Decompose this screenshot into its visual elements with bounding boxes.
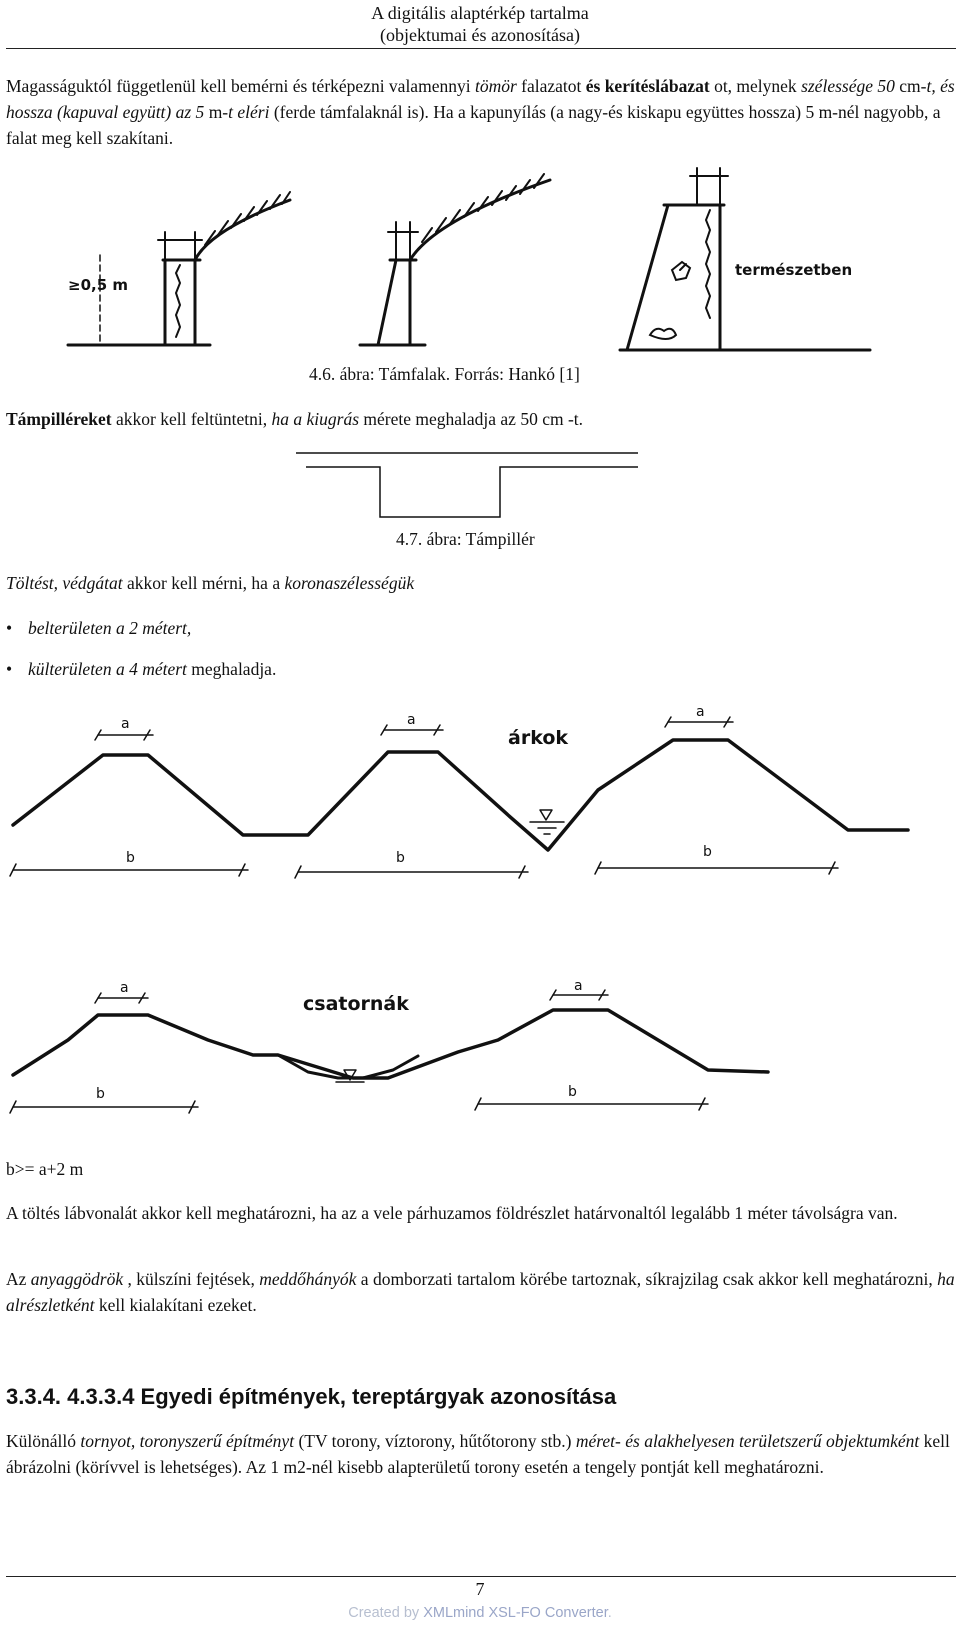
text-run: , külszíni fejtések,	[123, 1269, 260, 1289]
converter-credit	[0, 1604, 960, 1622]
text-run: t eléri	[228, 102, 270, 122]
text-run: akkor kell mérni, ha a	[122, 573, 285, 593]
dim-label-b: b	[126, 850, 135, 866]
text-run: t, és hossza (kapuval együtt) az 5	[6, 76, 955, 122]
paragraph-pits	[6, 1266, 956, 1318]
text-run: .	[607, 1605, 612, 1621]
section-heading: 3.3.4. 4.3.3.4 Egyedi építmények, tereptárgyak azonosítása	[6, 1384, 617, 1409]
canals-label: csatornák	[303, 993, 409, 1015]
text-run: akkor kell feltüntetni,	[111, 409, 272, 429]
text-run: ha alrészletként	[6, 1269, 955, 1315]
text-run: tömör	[474, 76, 517, 96]
height-label: ≥0,5 m	[68, 276, 128, 294]
figure-buttress	[280, 445, 660, 525]
bullet-marker: •	[6, 618, 13, 638]
paragraph-embankment	[6, 570, 956, 596]
paragraph-buttress	[6, 406, 956, 432]
text-run: méret- és alakhelyesen területszerű objektumként	[575, 1431, 920, 1451]
dim-label-a: a	[120, 980, 129, 996]
dim-label-b: b	[703, 844, 712, 860]
text-run: Magasságuktól függetlenül kell bemérni és térképezni valamennyi	[6, 76, 475, 96]
text-run: meghaladja.	[186, 659, 277, 679]
list-item	[6, 658, 276, 680]
text-run: kell ábrázolni (körívvel is lehetséges). Az 1 m2-nél kisebb alapterületű torony esetén a tengely pontját kell meghatározni.	[6, 1431, 950, 1477]
text-run: és kerítéslábazat	[585, 76, 710, 96]
text-run: tornyot, toronyszerű építményt	[80, 1431, 295, 1451]
header-subtitle: (objektumai és azonosítása)	[380, 25, 580, 45]
text-run: a domborzati tartalom körébe tartoznak, síkrajzilag csak akkor kell meghatározni,	[356, 1269, 938, 1289]
paragraph-walls	[6, 73, 956, 151]
text-run: koronaszélességük	[284, 573, 415, 593]
text-run: Created by	[348, 1605, 424, 1621]
text-run: (ferde támfalaknál is). Ha a kapunyílás (a nagy-és kiskapu együttes hossza) 5 m-nél nagyobb, a falat meg kell szakítani.	[6, 102, 941, 148]
text-run: anyaggödrök	[30, 1269, 124, 1289]
text-run: meddőhányók	[259, 1269, 357, 1289]
dim-label-b: b	[396, 850, 405, 866]
ditches-label: árkok	[508, 727, 569, 749]
text-run: ot, melynek	[709, 76, 802, 96]
list-item	[6, 617, 191, 639]
page-number: 7	[475, 1579, 485, 1599]
text-run: cm-	[894, 76, 927, 96]
figure-caption-4-6: 4.6. ábra: Támfalak. Forrás: Hankó [1]	[309, 364, 580, 384]
text-run: külterületen a 4 métert	[28, 659, 187, 679]
header-title: A digitális alaptérkép tartalma	[371, 3, 589, 23]
header-rule	[6, 48, 956, 49]
text-run: mérete meghaladja az 50 cm -t.	[359, 409, 584, 429]
dim-label-a: a	[407, 712, 416, 728]
text-run: kell kialakítani ezeket.	[94, 1295, 257, 1315]
footer-rule	[6, 1576, 956, 1577]
text-run: Támpilléreket	[6, 409, 112, 429]
converter-link[interactable]: XMLmind XSL-FO Converter	[423, 1605, 608, 1621]
running-header	[0, 2, 960, 46]
text-run: ha a kiugrás	[271, 409, 360, 429]
paragraph-toe-line: A töltés lábvonalát akkor kell meghatározni, ha az a vele párhuzamos földrészlet határvonaltól legalább 1 méter távolságra van.	[6, 1203, 898, 1223]
text-run: szélessége 50	[801, 76, 895, 96]
dim-label-a: a	[121, 716, 130, 732]
formula: b>= a+2 m	[6, 1159, 84, 1179]
text-run: m-	[204, 102, 229, 122]
text-run: Különálló	[6, 1431, 81, 1451]
figure-embankments	[8, 700, 928, 1140]
dim-label-a: a	[574, 978, 583, 994]
text-run: belterületen a 2 métert,	[28, 618, 192, 638]
bullet-marker: •	[6, 659, 13, 679]
dim-label-b: b	[96, 1086, 105, 1102]
dim-label-b: b	[568, 1084, 577, 1100]
dim-label-a: a	[696, 704, 705, 720]
figure-retaining-walls	[60, 160, 880, 365]
figure-caption-4-7: 4.7. ábra: Támpillér	[396, 529, 535, 549]
text-run: Töltést, védgátat	[6, 573, 123, 593]
text-run: (TV torony, víztorony, hűtőtorony stb.)	[294, 1431, 576, 1451]
paragraph-towers-visible	[6, 1428, 956, 1480]
text-run: Az	[6, 1269, 31, 1289]
nature-label: természetben	[735, 261, 853, 279]
text-run: falazatot	[516, 76, 586, 96]
